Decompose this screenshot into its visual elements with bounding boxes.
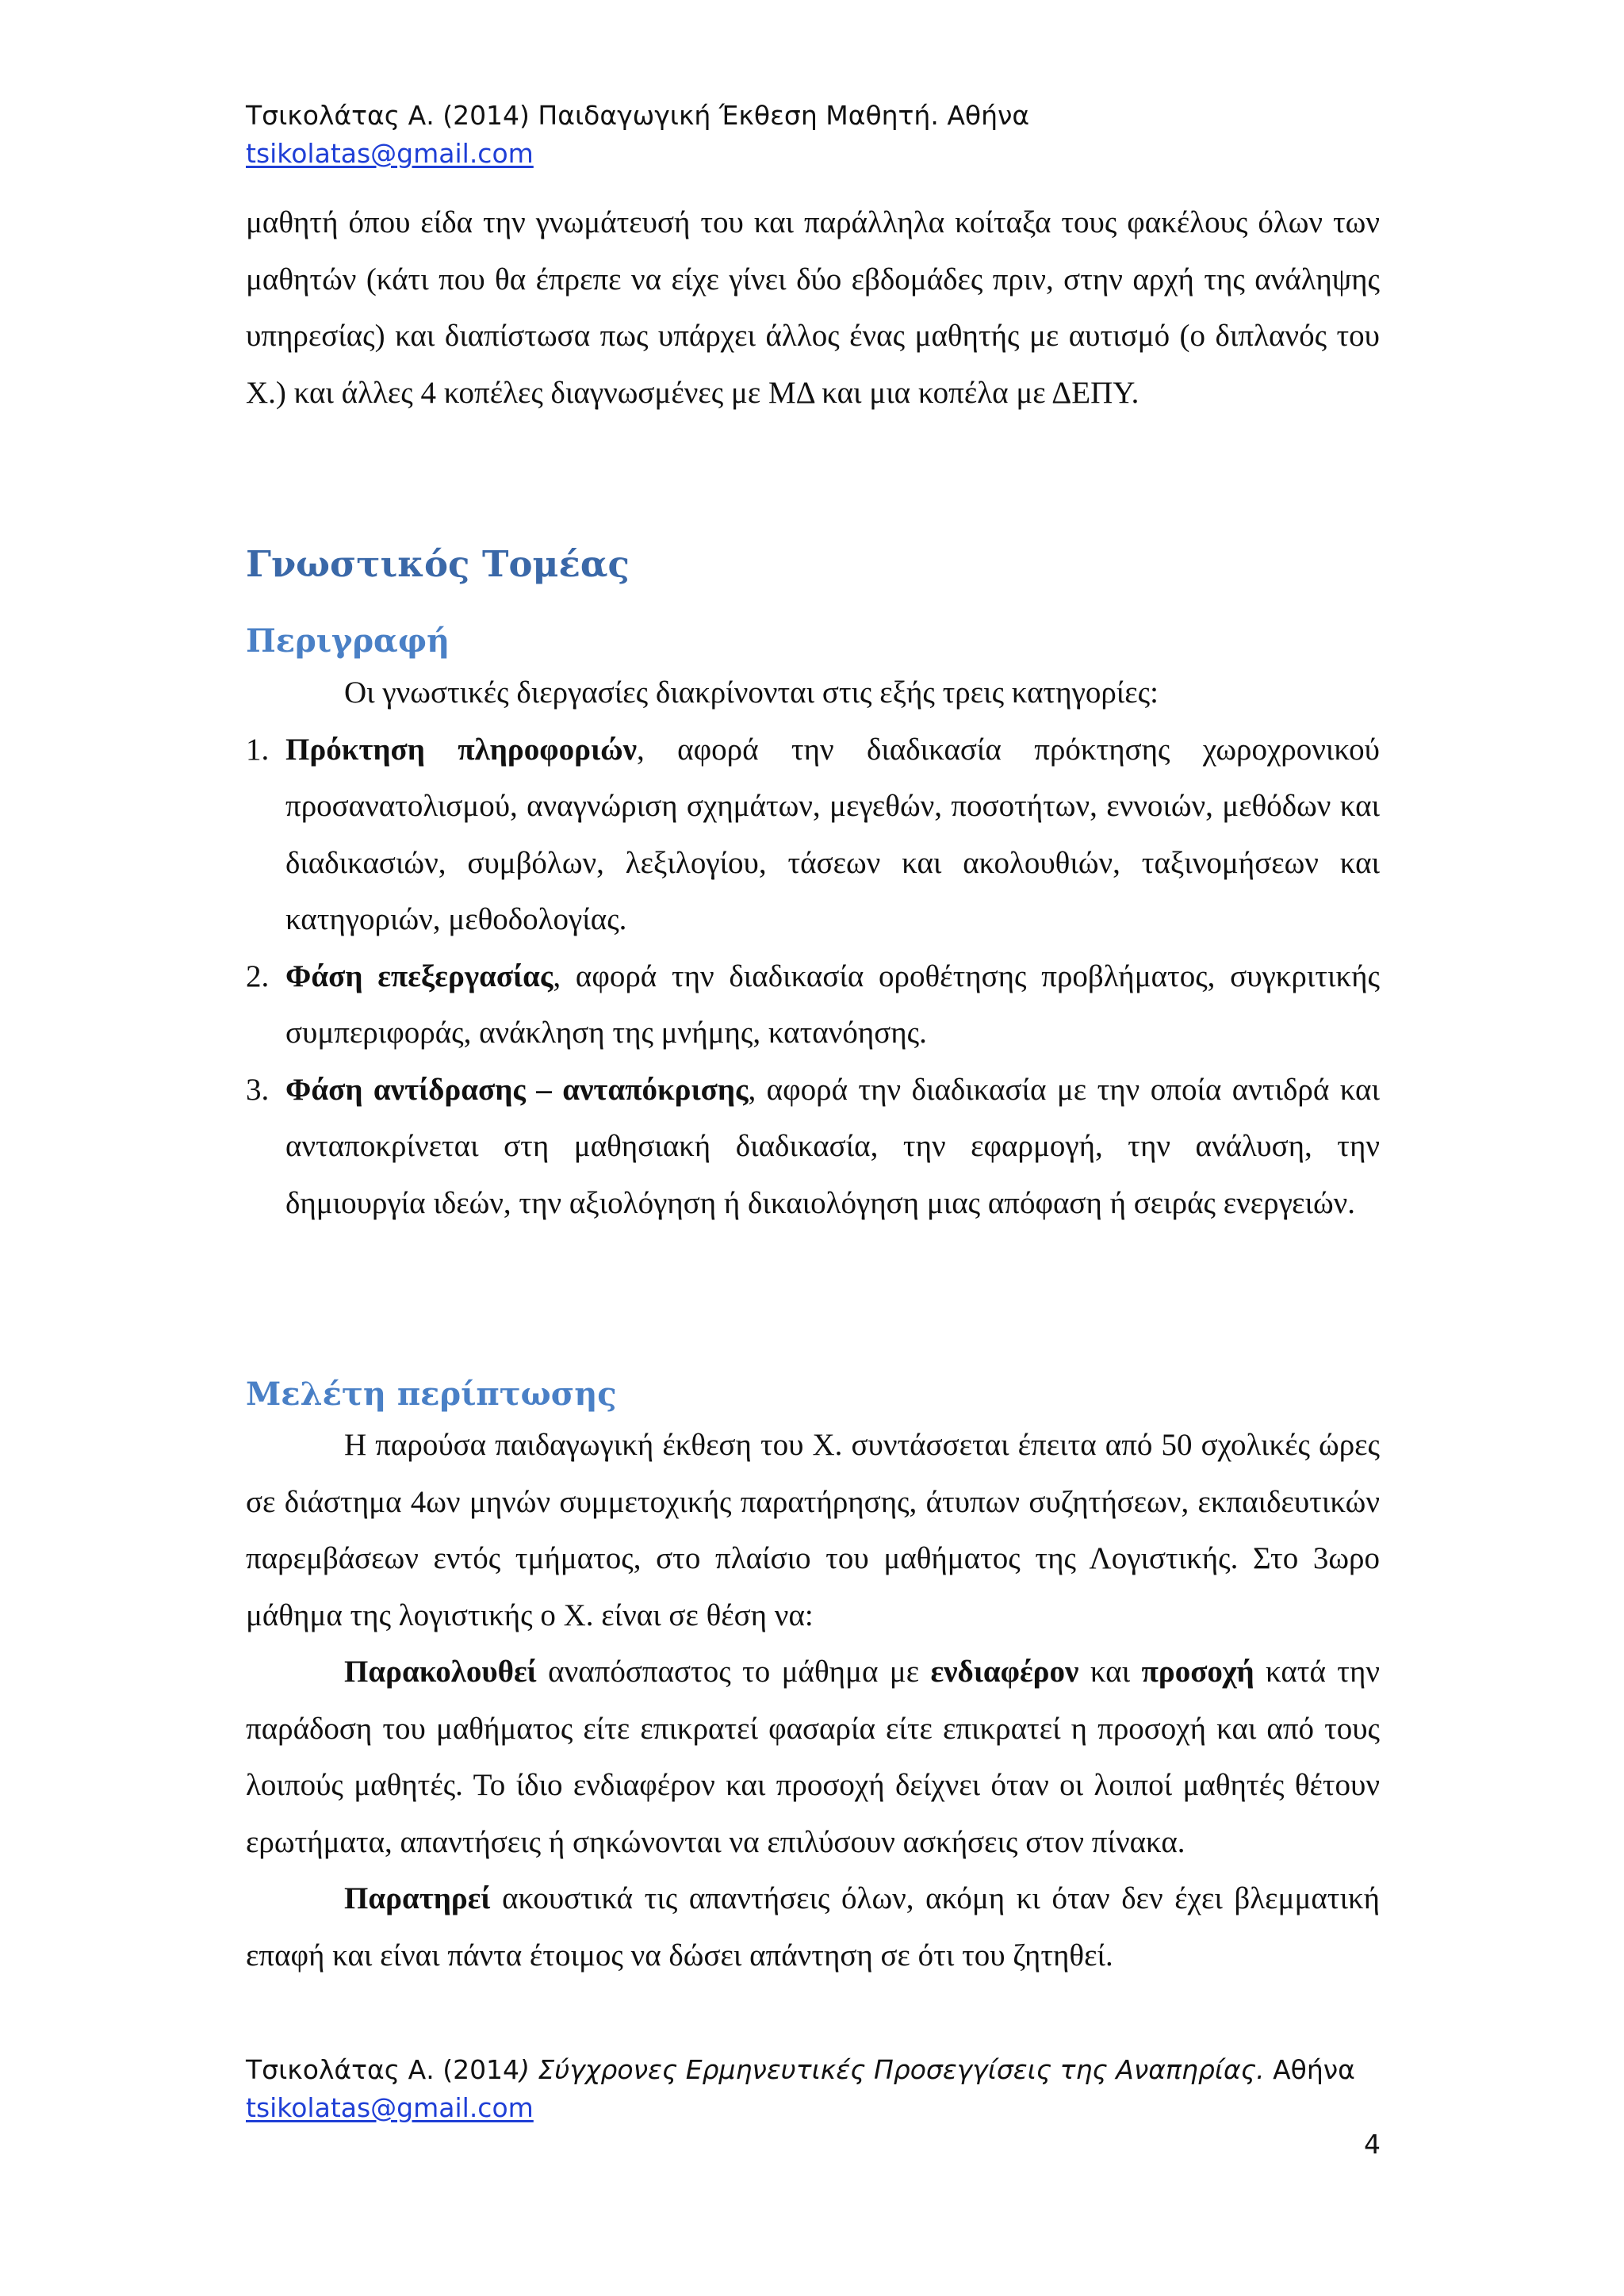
bold-term: προσοχή [1141, 1655, 1254, 1689]
list-item-text: , αφορά την διαδικασία με την οποία αντιδρά και ανταποκρίνεται στη μαθησιακή διαδικασία, την εφαρμογή, την ανάλυση, την δημιουργία ιδεών, την αξιολόγηση ή δικαιολόγηση μιας απόφαση ή σειράς ενεργειών. [285, 1072, 1380, 1220]
description-heading: Περιγραφή [246, 622, 450, 660]
footer-book-title: ) Σύγχρονες Ερμηνευτικές Προσεγγίσεις της Αναπηρίας. [519, 2054, 1265, 2085]
list-item-term: Φάση επεξεργασίας [285, 959, 553, 993]
page-header [246, 97, 1029, 173]
text-run: αναπόσπαστος το μάθημα με [536, 1655, 931, 1689]
list-item-text: , αφορά την διαδικασία πρόκτησης χωροχρονικού προσανατολισμού, αναγνώριση σχημάτων, μεγεθών, ποσοτήτων, εννοιών, μεθόδων και διαδικασιών, συμβόλων, λεξιλογίου, τάσεων και ακολουθιών, ταξινομήσεων και κατηγοριών, μεθοδολογίας. [285, 732, 1380, 936]
text-run: ακουστικά τις απαντήσεις όλων, ακόμη κι όταν δεν έχει βλεμματική επαφή και είναι πάντα έτοιμος να δώσει απάντηση σε ότι του ζητηθεί. [246, 1881, 1380, 1973]
case-study-heading: Μελέτη περίπτωσης [246, 1376, 617, 1413]
text-run: και [1078, 1655, 1142, 1689]
case-study-paragraph-1: Η παρούσα παιδαγωγική έκθεση του Χ. συντάσσεται έπειτα από 50 σχολικές ώρες σε διάστημα 4ων μηνών συμμετοχικής παρατήρησης, άτυπων συζητήσεων, εκπαιδευτικών παρεμβάσεων εντός τμήματος, στο πλαίσιο του μαθήματος της Λογιστικής. Στο 3ωρο μάθημα της λογιστικής ο Χ. είναι σε θέση να: [246, 1428, 1380, 1632]
list-item [246, 948, 1380, 1062]
intro-paragraph-block [246, 194, 1380, 421]
description-intro: Οι γνωστικές διεργασίες διακρίνονται στις εξής τρεις κατηγορίες: [344, 675, 1159, 710]
list-item [246, 1062, 1380, 1232]
list-number: 3. [246, 1072, 270, 1107]
page-footer [246, 2051, 1355, 2127]
footer-city: Αθήνα [1264, 2054, 1355, 2085]
case-study-paragraph-2 [246, 1644, 1380, 1870]
case-study-block [246, 1417, 1380, 1984]
list-number: 2. [246, 959, 270, 993]
page-number: 4 [1364, 2129, 1381, 2160]
text-run: κατά την παράδοση του μαθήματος είτε επικρατεί φασαρία είτε επικρατεί η προσοχή και από τους λοιπούς μαθητές. Το ίδιο ενδιαφέρον και προσοχή δείχνει όταν οι λοιποί μαθητές θέτουν ερωτήματα, απαντήσεις ή σηκώνονται να επιλύσουν ασκήσεις στον πίνακα. [246, 1655, 1380, 1859]
description-block [246, 664, 1380, 1231]
section-title: Γνωστικός Τομέας [246, 543, 630, 585]
bold-term: Παρακολουθεί [344, 1655, 537, 1689]
header-citation: Τσικολάτας Α. (2014) Παιδαγωγική Έκθεση Μαθητή. Αθήνα [246, 100, 1030, 131]
footer-author: Τσικολάτας Α. (2014 [246, 2054, 520, 2085]
list-item-term: Φάση αντίδρασης – ανταπόκρισης [285, 1072, 749, 1107]
intro-paragraph: μαθητή όπου είδα την γνωμάτευσή του και παράλληλα κοίταξα τους φακέλους όλων των μαθητών (κάτι που θα έπρεπε να είχε γίνει δύο εβδομάδες πριν, στην αρχή της ανάληψης υπηρεσίας) και διαπίστωσα πως υπάρχει άλλος ένας μαθητής με αυτισμό (ο διπλανός του Χ.) και άλλες 4 κοπέλες διαγνωσμένες με ΜΔ και μια κοπέλα με ΔΕΠΥ. [246, 205, 1380, 410]
categories-list [246, 721, 1380, 1232]
list-number: 1. [246, 732, 270, 767]
list-item [246, 721, 1380, 948]
case-study-paragraph-3 [246, 1870, 1380, 1984]
bold-term: Παρατηρεί [344, 1881, 491, 1915]
header-email-link[interactable]: tsikolatas@gmail.com [246, 138, 534, 169]
footer-email-link[interactable]: tsikolatas@gmail.com [246, 2092, 534, 2123]
footer-citation [246, 2051, 1355, 2089]
bold-term: ενδιαφέρον [930, 1655, 1079, 1689]
list-item-term: Πρόκτηση πληροφοριών [285, 732, 638, 767]
list-item-text: , αφορά την διαδικασία οροθέτησης προβλήματος, συγκριτικής συμπεριφοράς, ανάκληση της μνήμης, κατανόησης. [285, 959, 1380, 1050]
